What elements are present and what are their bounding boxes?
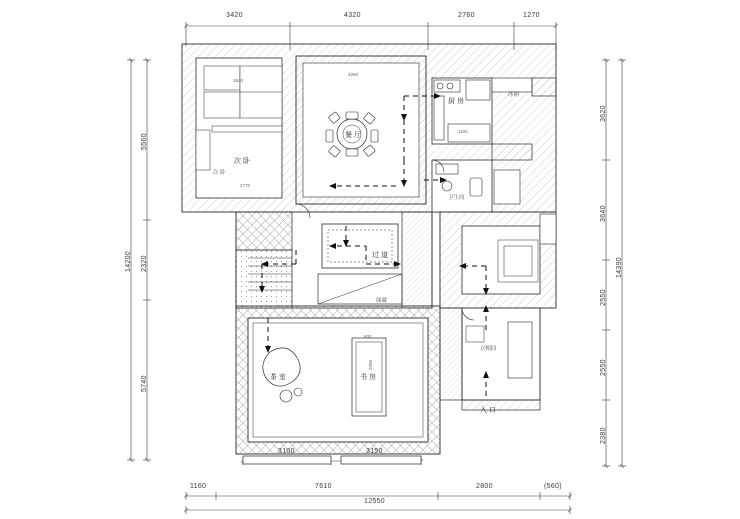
room-label-bathroom: 卫生间 [448, 195, 465, 201]
dim-bottom-2: 7610 [315, 483, 332, 490]
dim-right-2: 3640 [600, 205, 607, 222]
annotation-1100: 1100 [458, 129, 468, 134]
dim-bottom-inner-2: 3150 [366, 448, 383, 455]
dim-right-1: 3620 [600, 105, 607, 122]
annotation-1840: 1840 [233, 78, 244, 83]
dim-left-2: 2320 [141, 255, 148, 272]
annotation-2770: 2770 [240, 183, 251, 188]
annotation-4260: 4260 [348, 72, 359, 77]
dim-right-total: 14390 [616, 257, 623, 278]
dim-right-4: 2550 [600, 359, 607, 376]
room-label-dining: 餐 厅 [345, 132, 361, 139]
annotation-2900: 2900 [368, 359, 373, 370]
room-label-study: 书 房 [360, 374, 376, 381]
room-label-entrance: 入 口 [480, 407, 496, 414]
room-label-corridor: 过 道 [372, 252, 388, 259]
room-label-fridge: 冰箱 [508, 92, 520, 98]
room-label-storage: 储藏 [376, 298, 388, 304]
dim-left-total: 14200 [125, 251, 132, 272]
dim-left-3: 5740 [141, 375, 148, 392]
room-label-kitchen: 厨 房 [448, 98, 464, 105]
dim-bottom-inner-1: 3100 [278, 448, 295, 455]
room-label-cloakroom: 衣帽间 [480, 346, 497, 352]
dim-top-1: 3420 [226, 12, 243, 19]
dim-top-2: 4320 [344, 12, 361, 19]
dim-right-3: 2550 [600, 289, 607, 306]
dim-top-3: 2760 [458, 12, 475, 19]
dim-left-1: 5560 [141, 133, 148, 150]
dim-bottom-total: 12550 [364, 498, 385, 505]
dim-bottom-4: (560) [544, 483, 562, 490]
dim-bottom-1: 1160 [190, 483, 207, 490]
annotation-800: 800 [364, 334, 372, 339]
dim-top-4: 1270 [523, 12, 540, 19]
room-label-guest-bedroom: 次 卧 [234, 158, 250, 165]
dim-bottom-3: 2800 [476, 483, 493, 490]
room-label-tea-room: 茶 室 [270, 374, 286, 381]
dim-right-5: 2380 [600, 427, 607, 444]
room-label-guest-bedroom-sub: 次 卧 [213, 170, 226, 176]
